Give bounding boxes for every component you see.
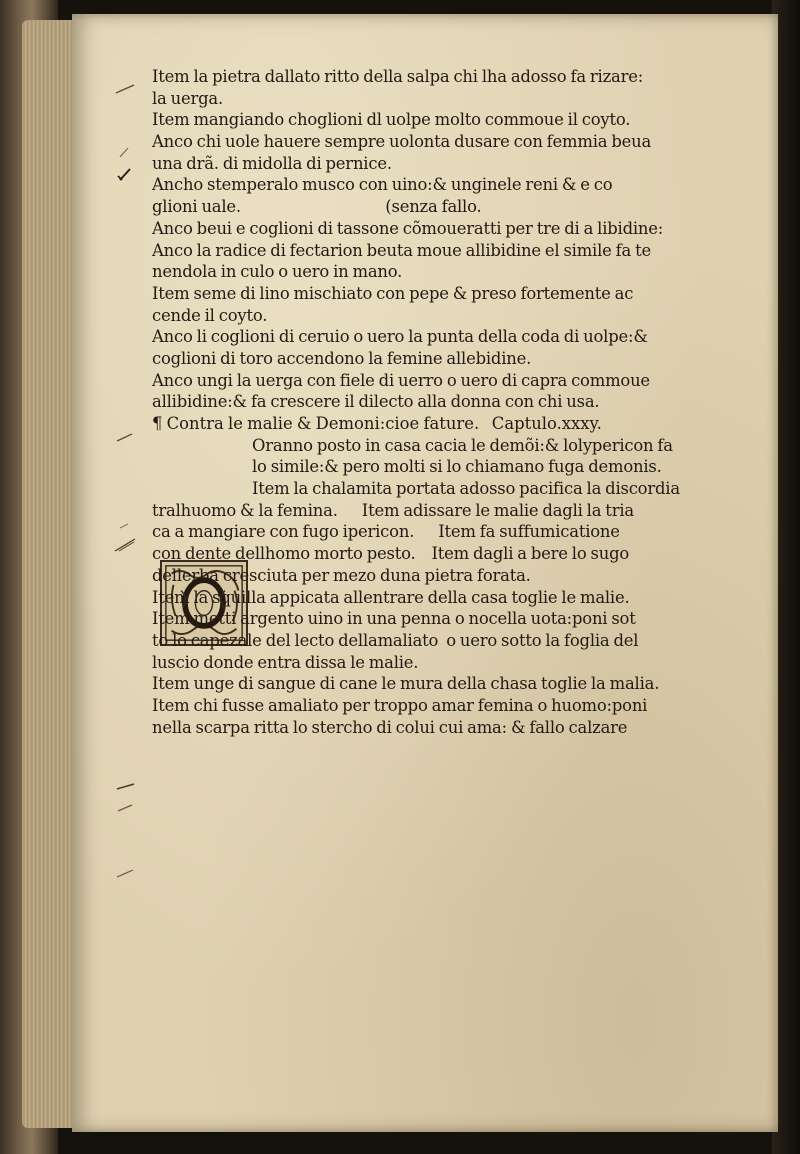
text-line: Anco beui e coglioni di tassone cõmoueratti per tre di a libidine:	[152, 218, 664, 238]
text-line: Anco la radice di fectarion beuta moue allibidine el simile fa te	[152, 240, 651, 260]
text-line: Item la squilla appicata allentrare della casa toglie le malie.	[152, 587, 630, 607]
text-line: allibidine:& fa crescere il dilecto alla donna con chi usa.	[152, 392, 600, 412]
body-text	[152, 66, 760, 738]
text-line: Item metti argento uino in una penna o nocella uota:poni sot	[152, 609, 636, 629]
margin-mark-icon	[114, 800, 136, 814]
text-line: Anco li coglioni di ceruio o uero la punta della coda di uolpe:&	[152, 327, 648, 347]
margin-mark-icon	[114, 430, 136, 444]
text-line: Item la pietra dallato ritto della salpa chi lha adosso fa rizare:	[152, 67, 644, 86]
text-line: nendola in culo o uero in mano.	[152, 262, 403, 282]
text-line: to lo capezale del lecto dellamaliato o uero sotto la foglia del	[152, 630, 639, 650]
text-line: tralhuomo & la femina. Item adissare le malie dagli la tria	[152, 500, 634, 520]
text-line: una drã. di midolla di pernice.	[152, 153, 392, 173]
text-line: Ancho stemperalo musco con uino:& unginele reni & e co	[152, 175, 613, 195]
chapter-heading: ¶ Contra le malie & Demoni:cioe fature. Captulo.xxxy.	[152, 414, 602, 433]
text-line: Item chi fusse amaliato per troppo amar femina o huomo:poni	[152, 695, 648, 715]
text-line: Item la chalamita portata adosso pacifica la discordia	[252, 479, 680, 499]
text-line: cende il coyto.	[152, 305, 268, 325]
text-line: Item unge di sangue di cane le mura della chasa toglie la malia.	[152, 674, 660, 694]
margin-mark-icon	[114, 778, 136, 792]
margin-mark-icon	[114, 538, 136, 552]
margin-mark-icon	[114, 145, 136, 159]
text-line: coglioni di toro accendono la femine allebidine.	[152, 348, 532, 368]
text-line: lo simile:& pero molti si lo chiamano fuga demonis.	[252, 457, 662, 477]
text-line: glioni uale. (senza fallo.	[152, 197, 482, 217]
text-line: Anco chi uole hauere sempre uolonta dusare con femmia beua	[152, 132, 652, 152]
text-line: Item seme di lino mischiato con pepe & preso fortemente ac	[152, 283, 634, 303]
text-line: luscio donde entra dissa le malie.	[152, 652, 419, 672]
margin-mark-icon	[114, 168, 136, 182]
text-line: dellerba cresciuta per mezo duna pietra forata.	[152, 565, 531, 585]
text-line: nella scarpa ritta lo stercho di colui cui ama: & fallo calzare	[152, 717, 628, 737]
margin-mark-icon	[114, 866, 136, 880]
text-line: con dente dellhomo morto pesto. Item dagli a bere lo sugo	[152, 544, 630, 564]
text-line: Item mangiando choglioni dl uolpe molto commoue il coyto.	[152, 110, 631, 130]
margin-mark-icon	[114, 518, 136, 532]
text-line: Anco ungi la uerga con fiele di uerro o uero di capra commoue	[152, 370, 650, 390]
margin-mark-icon	[114, 82, 136, 96]
text-line: la uerga.	[152, 88, 223, 108]
text-line: ca a mangiare con fugo ipericon. Item fa suffumicatione	[152, 522, 620, 542]
text-line: Oranno posto in casa cacia le demõi:& lolypericon fa	[252, 435, 673, 455]
